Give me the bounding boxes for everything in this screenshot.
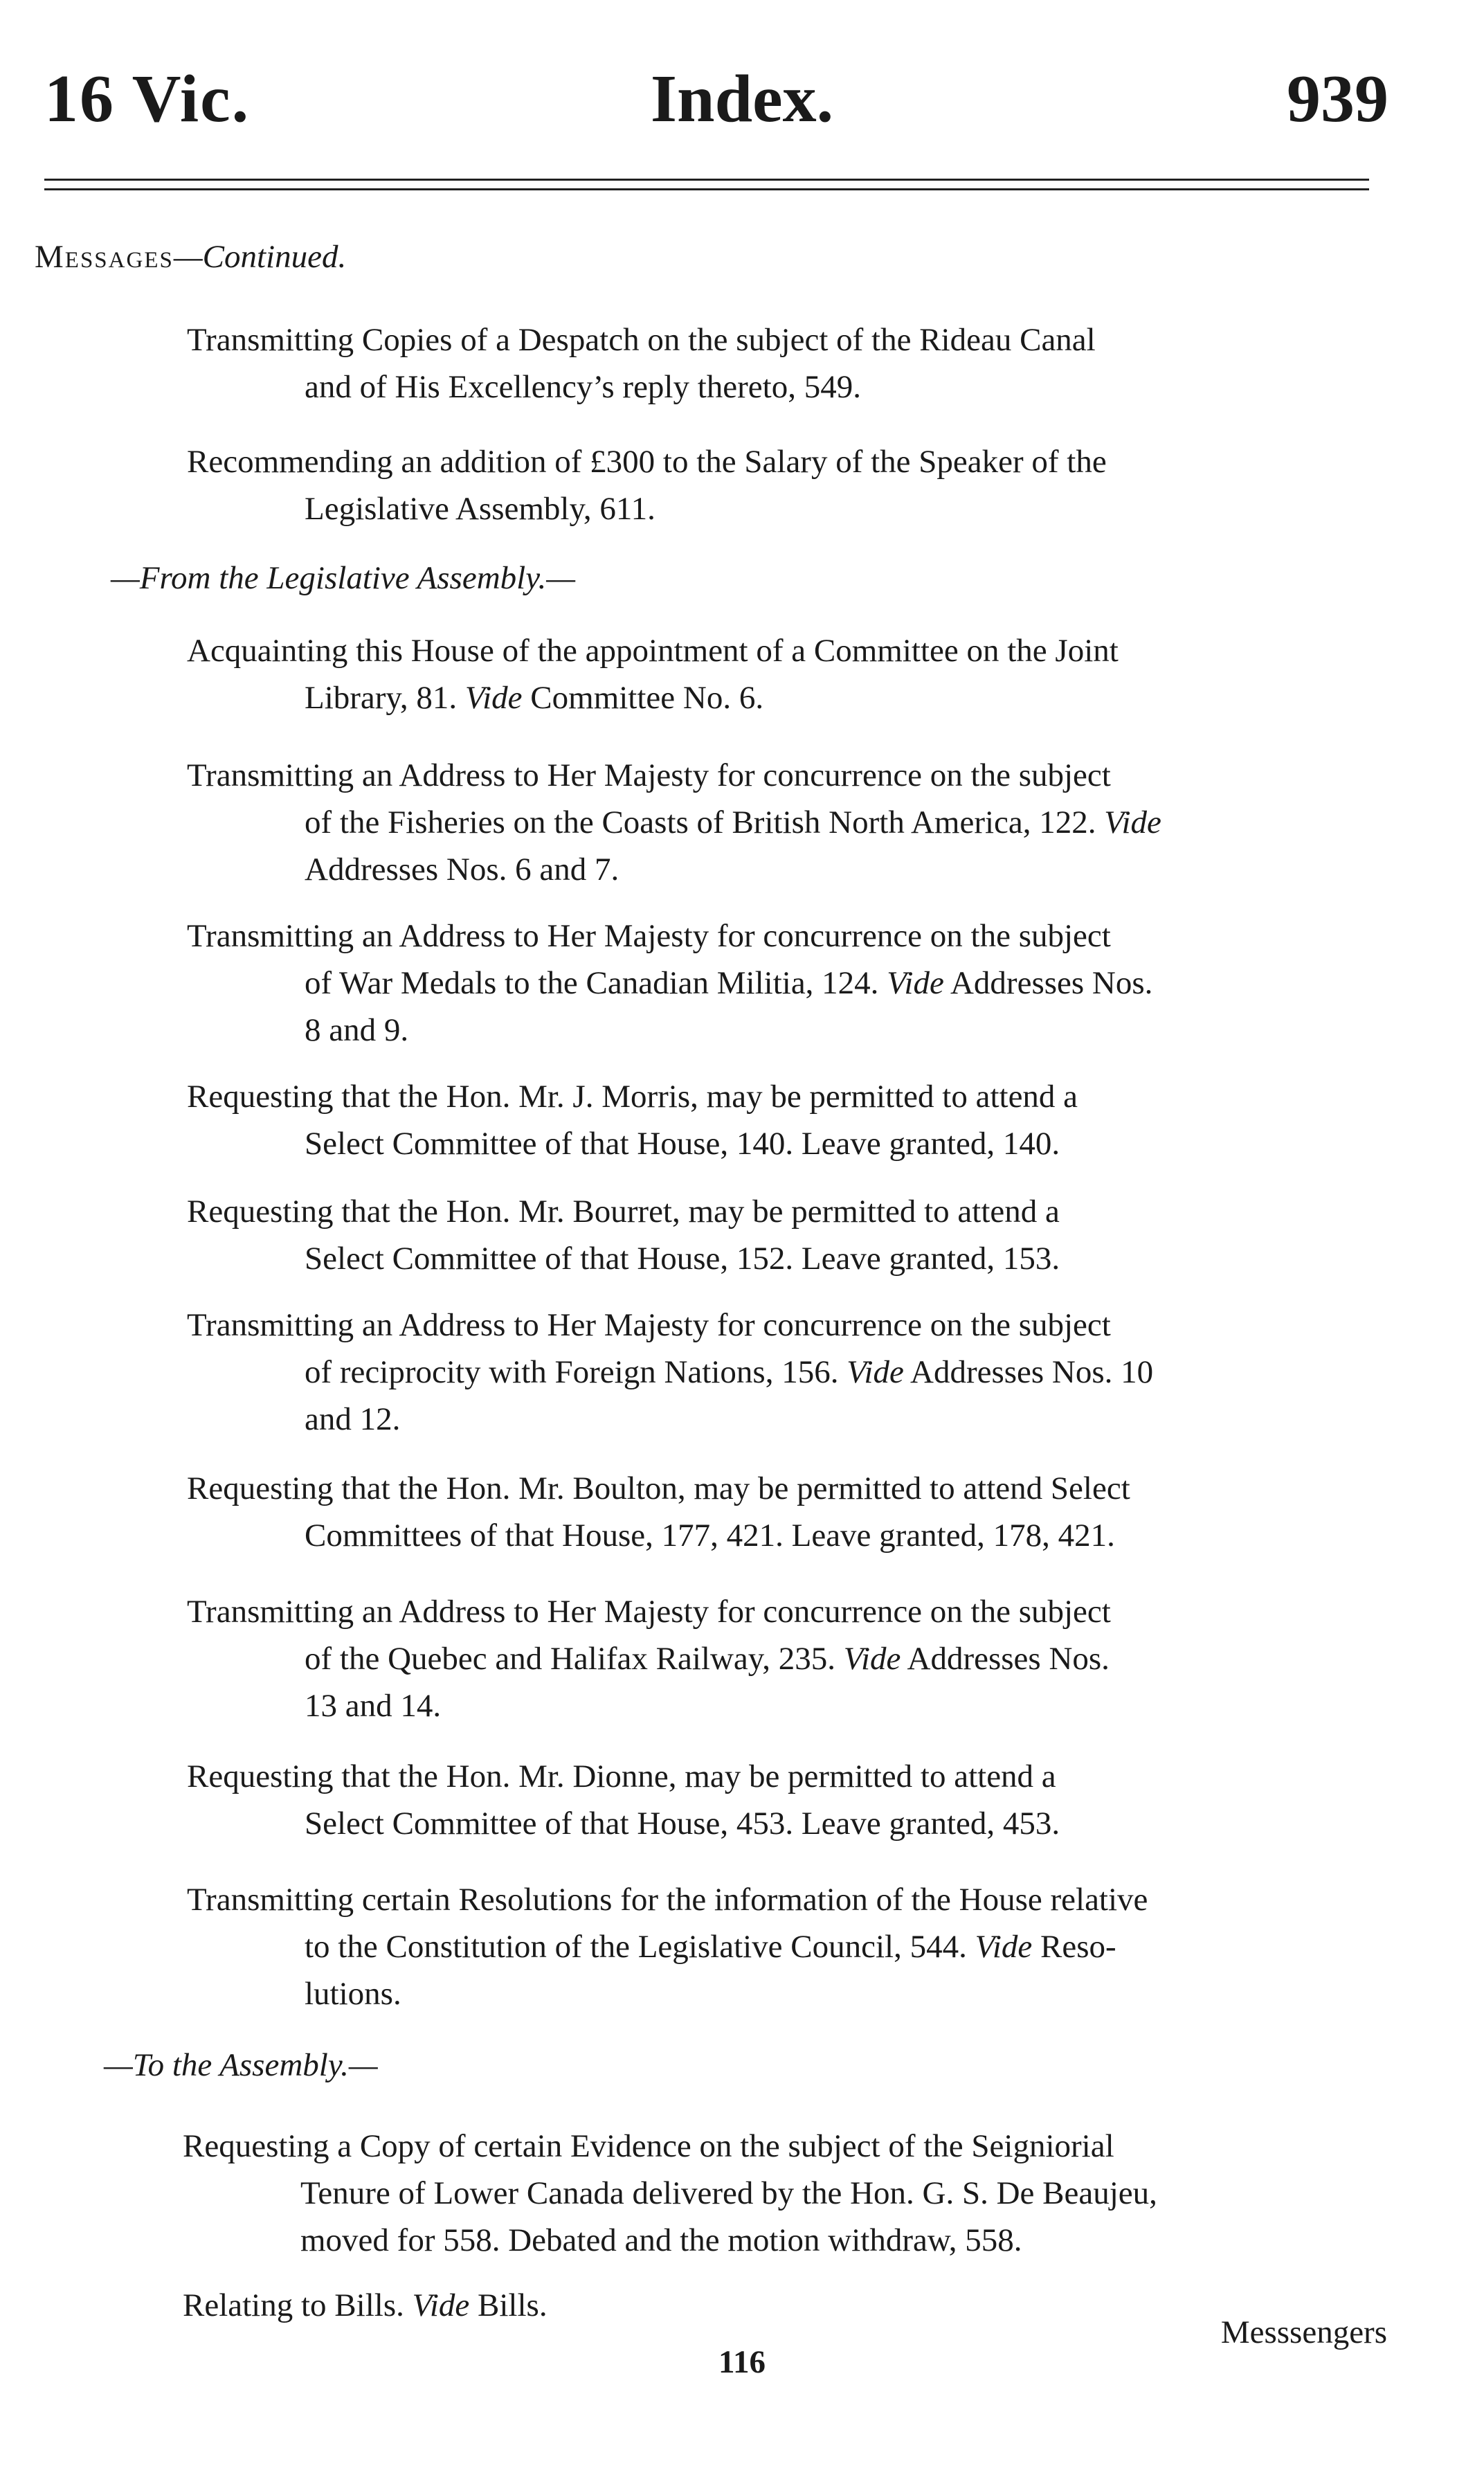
header-session: 16 Vic. bbox=[44, 62, 251, 136]
catchword: Messsengers bbox=[1220, 2314, 1387, 2350]
section-title-caps: Messages bbox=[35, 239, 174, 275]
index-entry: Transmitting an Address to Her Majesty for concurrence on the subject of War Medals to the Canadian Militia, 124. Vide Addresses Nos. 8 and 9. bbox=[187, 918, 1153, 1048]
header-rule-top bbox=[44, 179, 1369, 181]
section-title bbox=[35, 234, 346, 280]
index-entry: Requesting a Copy of certain Evidence on the subject of the Seigniorial Tenure of Lower Canada delivered by the Hon. G. S. De Beaujeu, moved for 558. Debated and the motion withdraw, 558. bbox=[183, 2128, 1157, 2258]
subheading-to-the-assembly: —To the Assembly.— bbox=[104, 2047, 378, 2083]
index-entry: Transmitting certain Resolutions for the information of the House relative to the Constitution of the Legislative Council, 544. Vide Reso- lutions. bbox=[187, 1882, 1148, 2012]
header-title: Index. bbox=[650, 62, 834, 136]
index-entry: Acquainting this House of the appointment of a Committee on the Joint Library, 81. Vide Committee No. 6. bbox=[187, 633, 1119, 716]
index-entry: Recommending an addition of £300 to the Salary of the Speaker of the Legislative Assembly, 611. bbox=[187, 444, 1107, 527]
index-entry: Transmitting Copies of a Despatch on the subject of the Rideau Canal and of His Excellency’s reply thereto, 549. bbox=[187, 322, 1096, 405]
index-entry: Transmitting an Address to Her Majesty for concurrence on the subject of reciprocity with Foreign Nations, 156. Vide Addresses Nos. 10 and 12. bbox=[187, 1307, 1154, 1437]
section-title-continued: —Continued. bbox=[173, 239, 347, 275]
signature-page-number: 116 bbox=[718, 2344, 766, 2380]
index-entry: Relating to Bills. Vide Bills. bbox=[183, 2287, 548, 2323]
index-entry: Requesting that the Hon. Mr. Bourret, may be permitted to attend a Select Committee of that House, 152. Leave granted, 153. bbox=[187, 1194, 1060, 1277]
subheading-from-legislative-assembly: —From the Legislative Assembly.— bbox=[111, 560, 576, 596]
index-entry: Requesting that the Hon. Mr. Dionne, may be permitted to attend a Select Committee of that House, 453. Leave granted, 453. bbox=[187, 1758, 1060, 1842]
index-entry: Requesting that the Hon. Mr. J. Morris, may be permitted to attend a Select Committee of that House, 140. Leave granted, 140. bbox=[187, 1079, 1078, 1162]
index-entry: Transmitting an Address to Her Majesty for concurrence on the subject of the Quebec and Halifax Railway, 235. Vide Addresses Nos. 13 and 14. bbox=[187, 1594, 1111, 1724]
header-page-number: 939 bbox=[1287, 62, 1388, 136]
header-rule-bottom bbox=[44, 188, 1369, 190]
index-entry: Requesting that the Hon. Mr. Boulton, may be permitted to attend Select Committees of that House, 177, 421. Leave granted, 178, 421. bbox=[187, 1470, 1130, 1554]
index-entry: Transmitting an Address to Her Majesty for concurrence on the subject of the Fisheries on the Coasts of British North America, 122. Vide Addresses Nos. 6 and 7. bbox=[187, 757, 1161, 888]
